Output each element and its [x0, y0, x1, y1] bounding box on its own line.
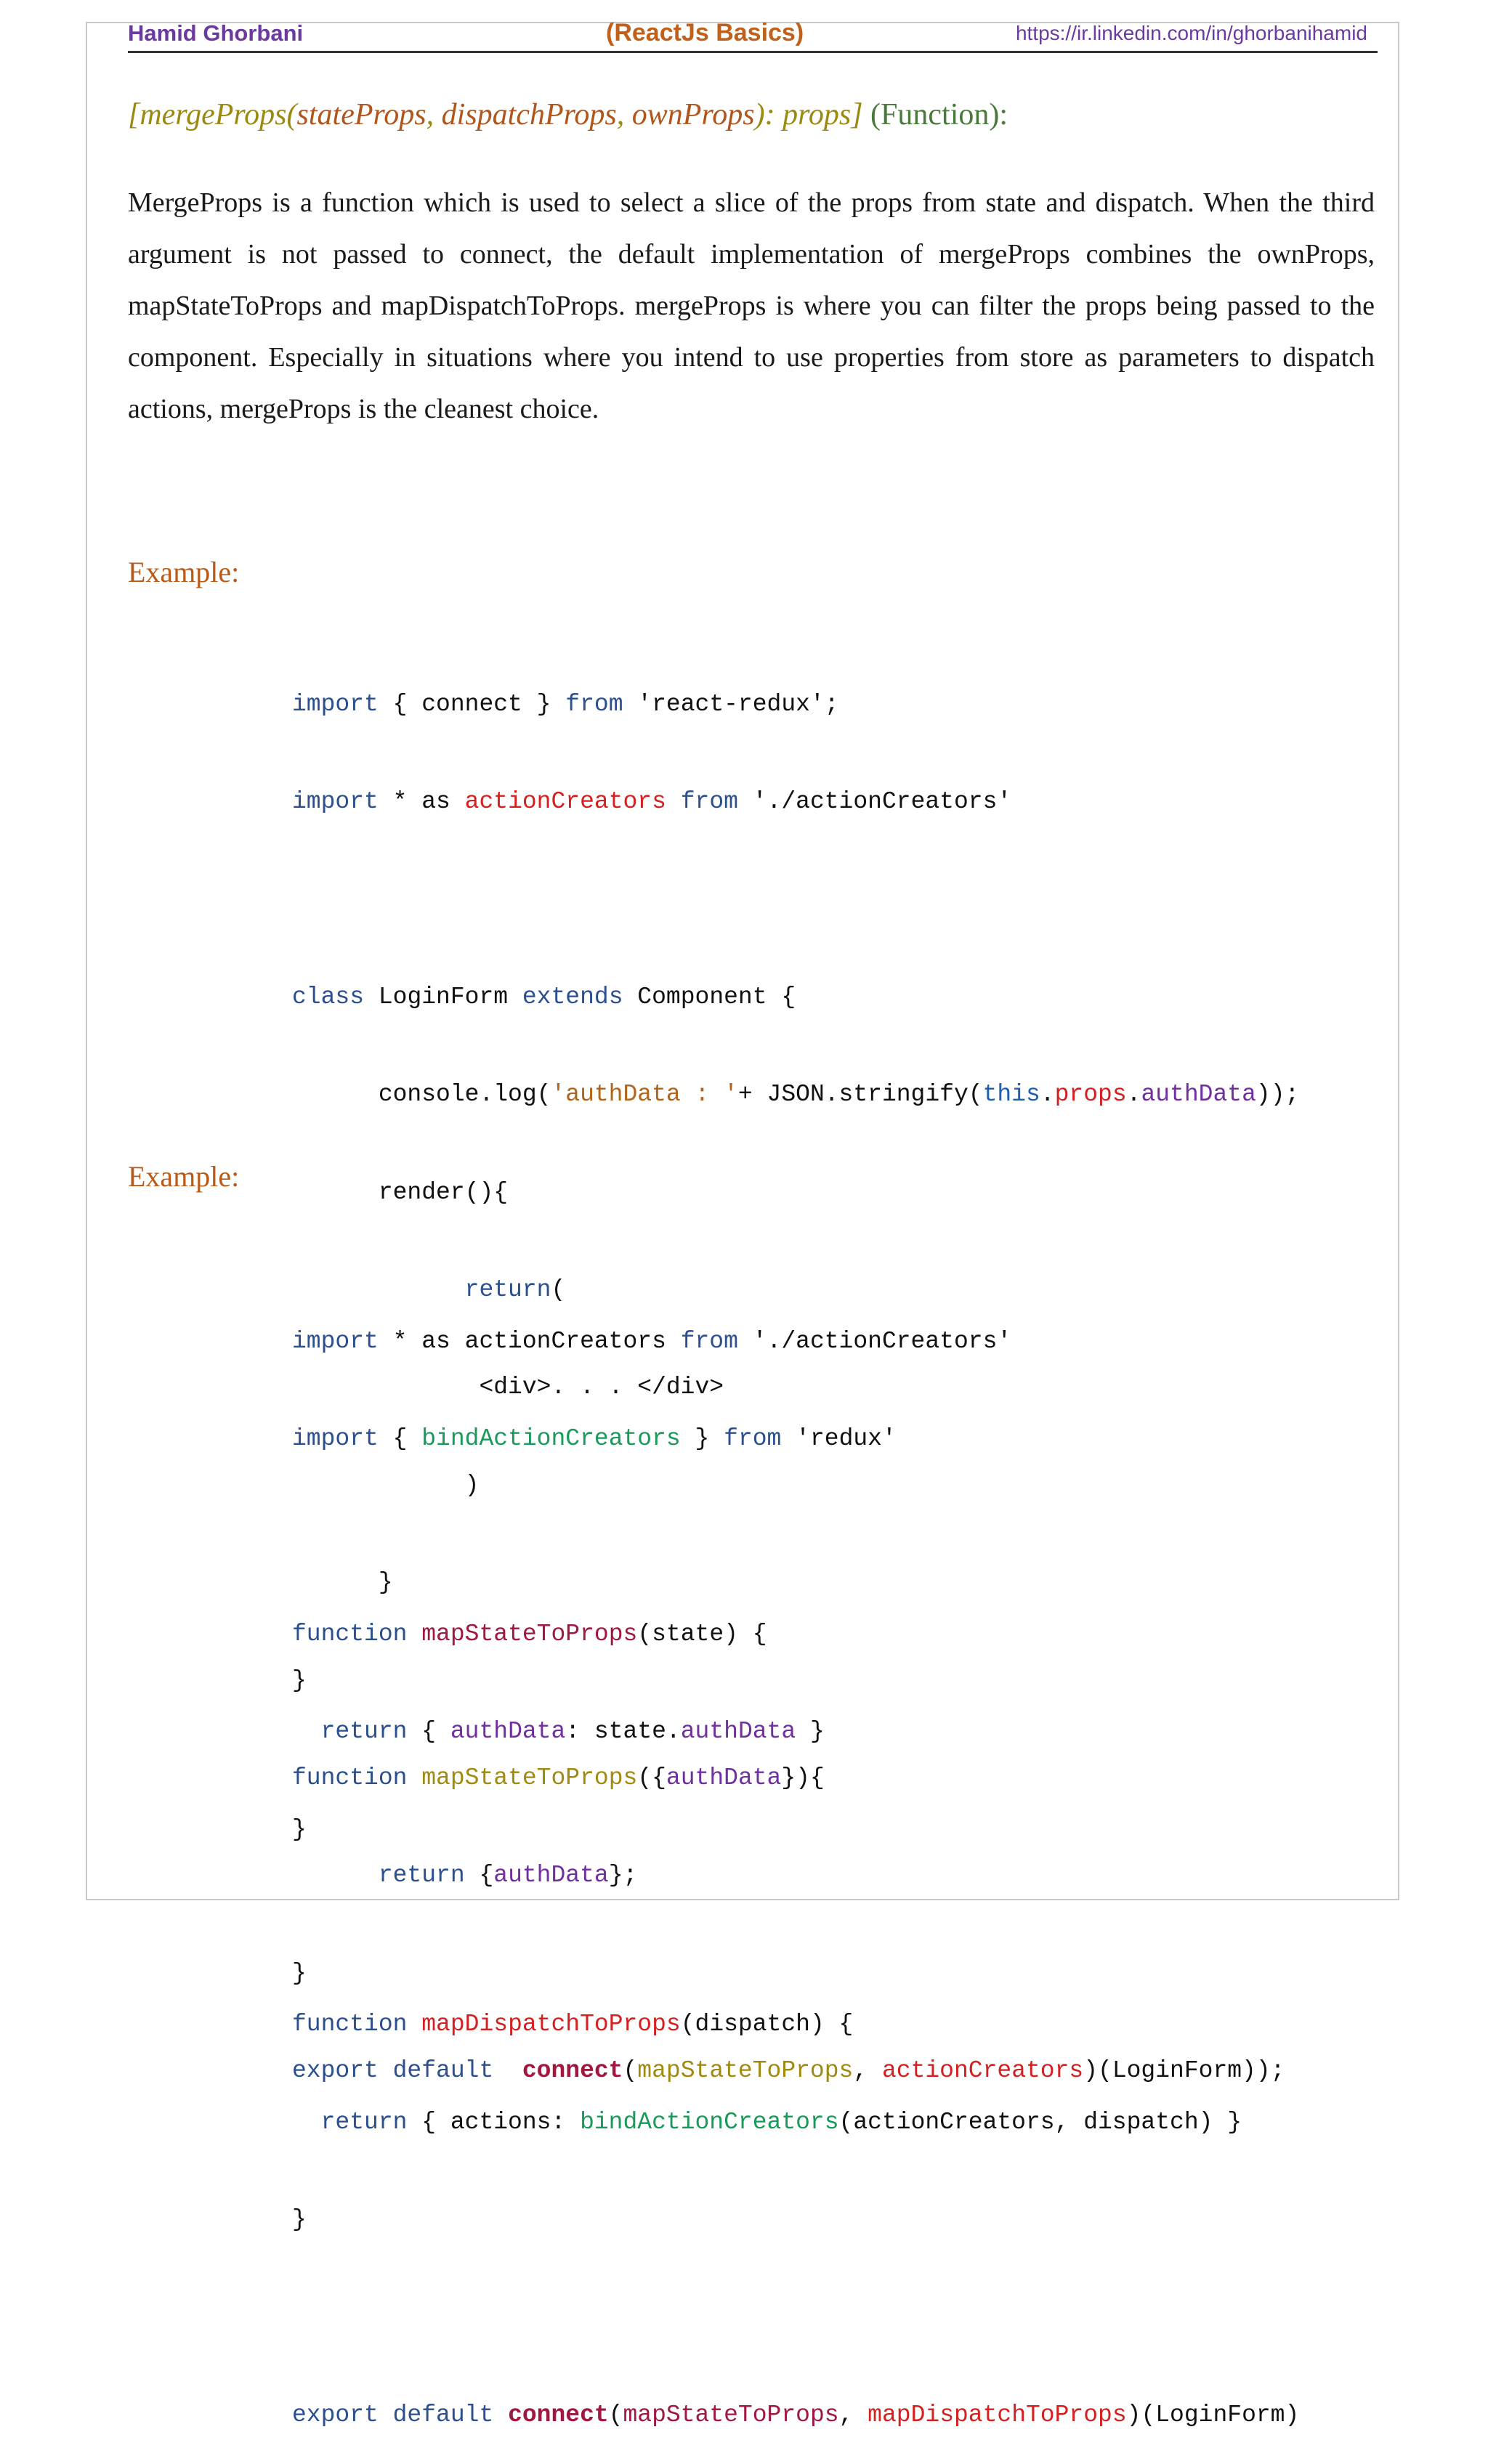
code-line: ): [292, 1471, 480, 1499]
code-line: export default connect(mapStateToProps, mapDispatchToProps)(LoginForm): [292, 2401, 1300, 2428]
page-header: [128, 20, 1378, 53]
header-topic: (ReactJs Basics): [606, 19, 804, 46]
code-line-blank: [292, 883, 1299, 916]
code-line: import { bindActionCreators } from 'redux': [292, 1424, 897, 1452]
code-line: return(: [464, 1276, 566, 1303]
section-heading: [128, 97, 1008, 132]
example-2-label: Example:: [128, 1160, 240, 1193]
code-line: console.log('authData : '+ JSON.stringify(this.props.authData));: [292, 1081, 1300, 1109]
code-line: import * as actionCreators from './actionCreators': [292, 787, 1012, 815]
code-line: <div>. . . </div>: [292, 1374, 724, 1401]
header-author: Hamid Ghorbani: [128, 20, 304, 46]
code-line: }: [292, 1666, 307, 1694]
code-line: }: [292, 2206, 307, 2234]
code-line-blank: [292, 2302, 1299, 2335]
code-line: return { actions: bindActionCreators(actionCreators, dispatch) }: [320, 2108, 1242, 2136]
code-line: }: [292, 1569, 393, 1597]
code-line: import { connect } from 'react-redux';: [292, 690, 839, 718]
function-signature: [mergeProps(stateProps, dispatchProps, ownProps): props]: [128, 98, 863, 131]
code-line: class LoginForm extends Component {: [292, 983, 796, 1010]
header-url-link[interactable]: https://ir.linkedin.com/in/ghorbanihamid: [1015, 22, 1367, 44]
example-2-code-block: [292, 1260, 1299, 2464]
code-line: function mapDispatchToProps(dispatch) {: [292, 2011, 854, 2038]
code-line: function mapStateToProps(state) {: [292, 1620, 767, 1648]
code-line: }: [292, 1815, 307, 1843]
example-1-label: Example:: [128, 556, 240, 588]
code-line: function mapStateToProps({authData}){: [292, 1764, 825, 1791]
code-line: render(){: [292, 1178, 509, 1206]
description-paragraph: MergeProps is a function which is used to select a slice of the props from state and dispatch. When the third argument is not passed to connect, the default implementation of mergeProps combines the ownProps, mapStateToProps and mapDispatchToProps. mergeProps is where you can filter the props being passed to the component. Especially in situations where you intend to use properties from store as parameters to dispatch actions, mergeProps is the cleanest choice.: [128, 187, 1375, 424]
code-line-blank: [292, 1911, 1299, 1944]
code-line: return {authData};: [378, 1862, 638, 1889]
code-line: }: [292, 1959, 307, 1987]
code-line: import * as actionCreators from './actionCreators': [292, 1327, 1012, 1355]
heading-kind: (Function):: [870, 98, 1008, 131]
code-line-blank: [292, 1520, 1299, 1553]
code-line: export default connect(mapStateToProps, actionCreators)(LoginForm));: [292, 2057, 1285, 2085]
code-line: return { authData: state.authData }: [320, 1718, 825, 1746]
